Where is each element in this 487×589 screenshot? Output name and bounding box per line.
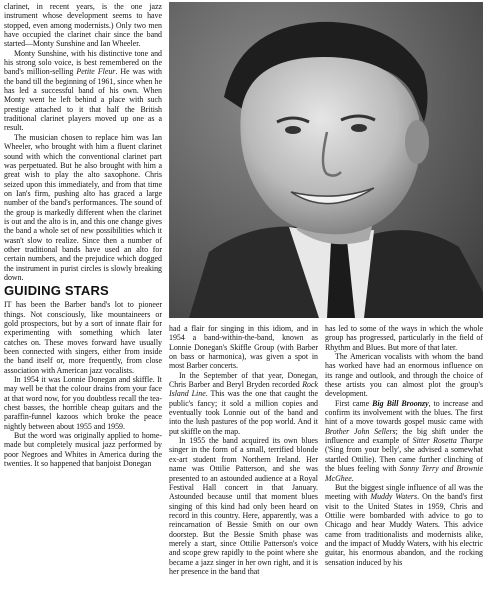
text-run: ; the big shift under the influence and example of (325, 426, 483, 446)
text-run: . On the band's first visit to the United States in 1959, Chris and Ottilie were bombarded with advice to go to Chicago and hear Muddy Waters. This advice came from traditionalists and modernists alike, and the impact of Muddy Waters, with his electric guitar, his enormous abandon, and the rocking sensation induced by his (325, 492, 483, 567)
paragraph: has led to some of the ways in which the whole group has progressed, particularly in the field of Rhythm and Blues. But more of that later. (325, 324, 483, 352)
artist-name: Muddy Waters (370, 492, 418, 502)
article-column-1 (4, 2, 162, 469)
artist-name: Brother John Sellers (325, 426, 396, 436)
text-run: But the biggest single influence of all was the meeting with (325, 482, 483, 502)
text-run: , to increase and confirm its involvement with the blues. The first hint of a move towards gospel music came with (325, 398, 483, 427)
paragraph: had a flair for singing in this idiom, and in 1954 a band-within-the-band, known as Lonnie Donegan's Skiffle Group (with Barber on bass or harmonica), was given a spot in most Barber concerts. (169, 324, 318, 371)
song-title: Rock Island Line (169, 380, 318, 399)
text-run: ('Sing from your belly', she advised a somewhat startled Ottilie). Then came further clinching of the blues feeling with (325, 445, 483, 474)
article-column-3 (325, 324, 483, 567)
article-column-2 (169, 324, 318, 576)
text-run: First came (335, 398, 373, 408)
artist-name: Big Bill Broonzy (372, 398, 429, 408)
paragraph: IT has been the Barber band's lot to pioneer things. Not consciously, like mountaineers or gold prospectors, but by a sort of innate flair for experimenting with something which later catches on. These moves forward have usually been connected with singers, either from inside the band itself or, more frequently, from close association with American jazz vocalists. (4, 300, 162, 375)
paragraph: clarinet, in recent years, is the one jazz instrument whose development seems to have stopped, even among modernists.) Only two men have occupied the clarinet chair since the band started—Monty Sunshine and Ian Wheeler. (4, 2, 162, 49)
portrait-photo (169, 2, 483, 318)
song-title: Petite Fleur (76, 67, 116, 77)
text-run: Monty Sunshine, with his distinctive tone and his strong solo voice, is best remembered on the band's million-selling (4, 48, 162, 77)
paragraph: The American vocalists with whom the band has worked have had an enormous influence on its range and outlook, and through the choice of these artists you can almost plot the group's development. (325, 352, 483, 399)
section-heading: GUIDING STARS (4, 283, 109, 299)
portrait-illustration (169, 2, 483, 318)
paragraph (325, 399, 483, 483)
paragraph (169, 371, 318, 436)
paragraph (325, 483, 483, 567)
text-run: In the September of that year, Donegan, Chris Barber and Beryl Bryden recorded (169, 370, 318, 390)
text-run: . (351, 473, 354, 483)
paragraph: The musician chosen to replace him was Ian Wheeler, who brought with him a fluent clarinet sound with which the conventional clarinet part was perpetuated. But he also brought with him a great wish to play the alto saxophone. Chris seized upon this immediately, and from that time on Ian's firm, pushing alto has graced a large number of the band's performances. The sound of the group is markedly different when the clarinet is out and the alto is in, and this one change gives the band a whole set of new possibilities which it wasn't slow to realize. Since then a number of other traditional bands have used an alto for certain numbers, and the prejudice which dogged the instrument in purist circles is slowly breaking down. (4, 132, 162, 282)
paragraph (4, 49, 162, 133)
artist-name: Sonny Terry and Brownie McGhee (325, 464, 483, 483)
artist-name: Sitter Rosetta Tharpe (412, 436, 483, 446)
paragraph: In 1955 the band acquired its own blues singer in the form of a small, terrified blonde ex-art student from Northern Ireland. Her name was Ottilie Patterson, and she was presented to an astounded audience at a Royal Festival Hall concert in that January. Astounded because until that moment blues singing of this kind had only been heard on record in this country. Here, apparently, was a reincarnation of Bessie Smith on our own doorstep. But the Bessie Smith phase was merely a start, since Ottilie Patterson's voice and scope grew rapidly to the point where she became a jazz singer in her own right, and it is her presence in the band that (169, 436, 318, 576)
paragraph: But the word was originally applied to home-made but completely musical jazz performed by poor Negroes and Whites in America during the twenties. It so happened that banjoist Donegan (4, 431, 162, 469)
text-run: . This was the one that caught the public's fancy; it sold a million copies and eventually took Lonnie out of the band and into the lush pastures of the pop world. And it put skiffle on the map. (169, 389, 318, 436)
text-run: . He was with the band till the beginning of 1961, since when he has led a successful band of his own. When Monty went he left behind a place with such prestige attached to it that half the British traditional clarinet players moved up one as a result. (4, 67, 162, 133)
paragraph: In 1954 it was Lonnie Donegan and skiffle. It may well be that the colour drains from your face at that word now, for you doubtless recall the tea-chest basses, the horrible cheap guitars and the paraffin-funnel kazoos which broke the peace nightly between about 1955 and 1959. (4, 375, 162, 431)
